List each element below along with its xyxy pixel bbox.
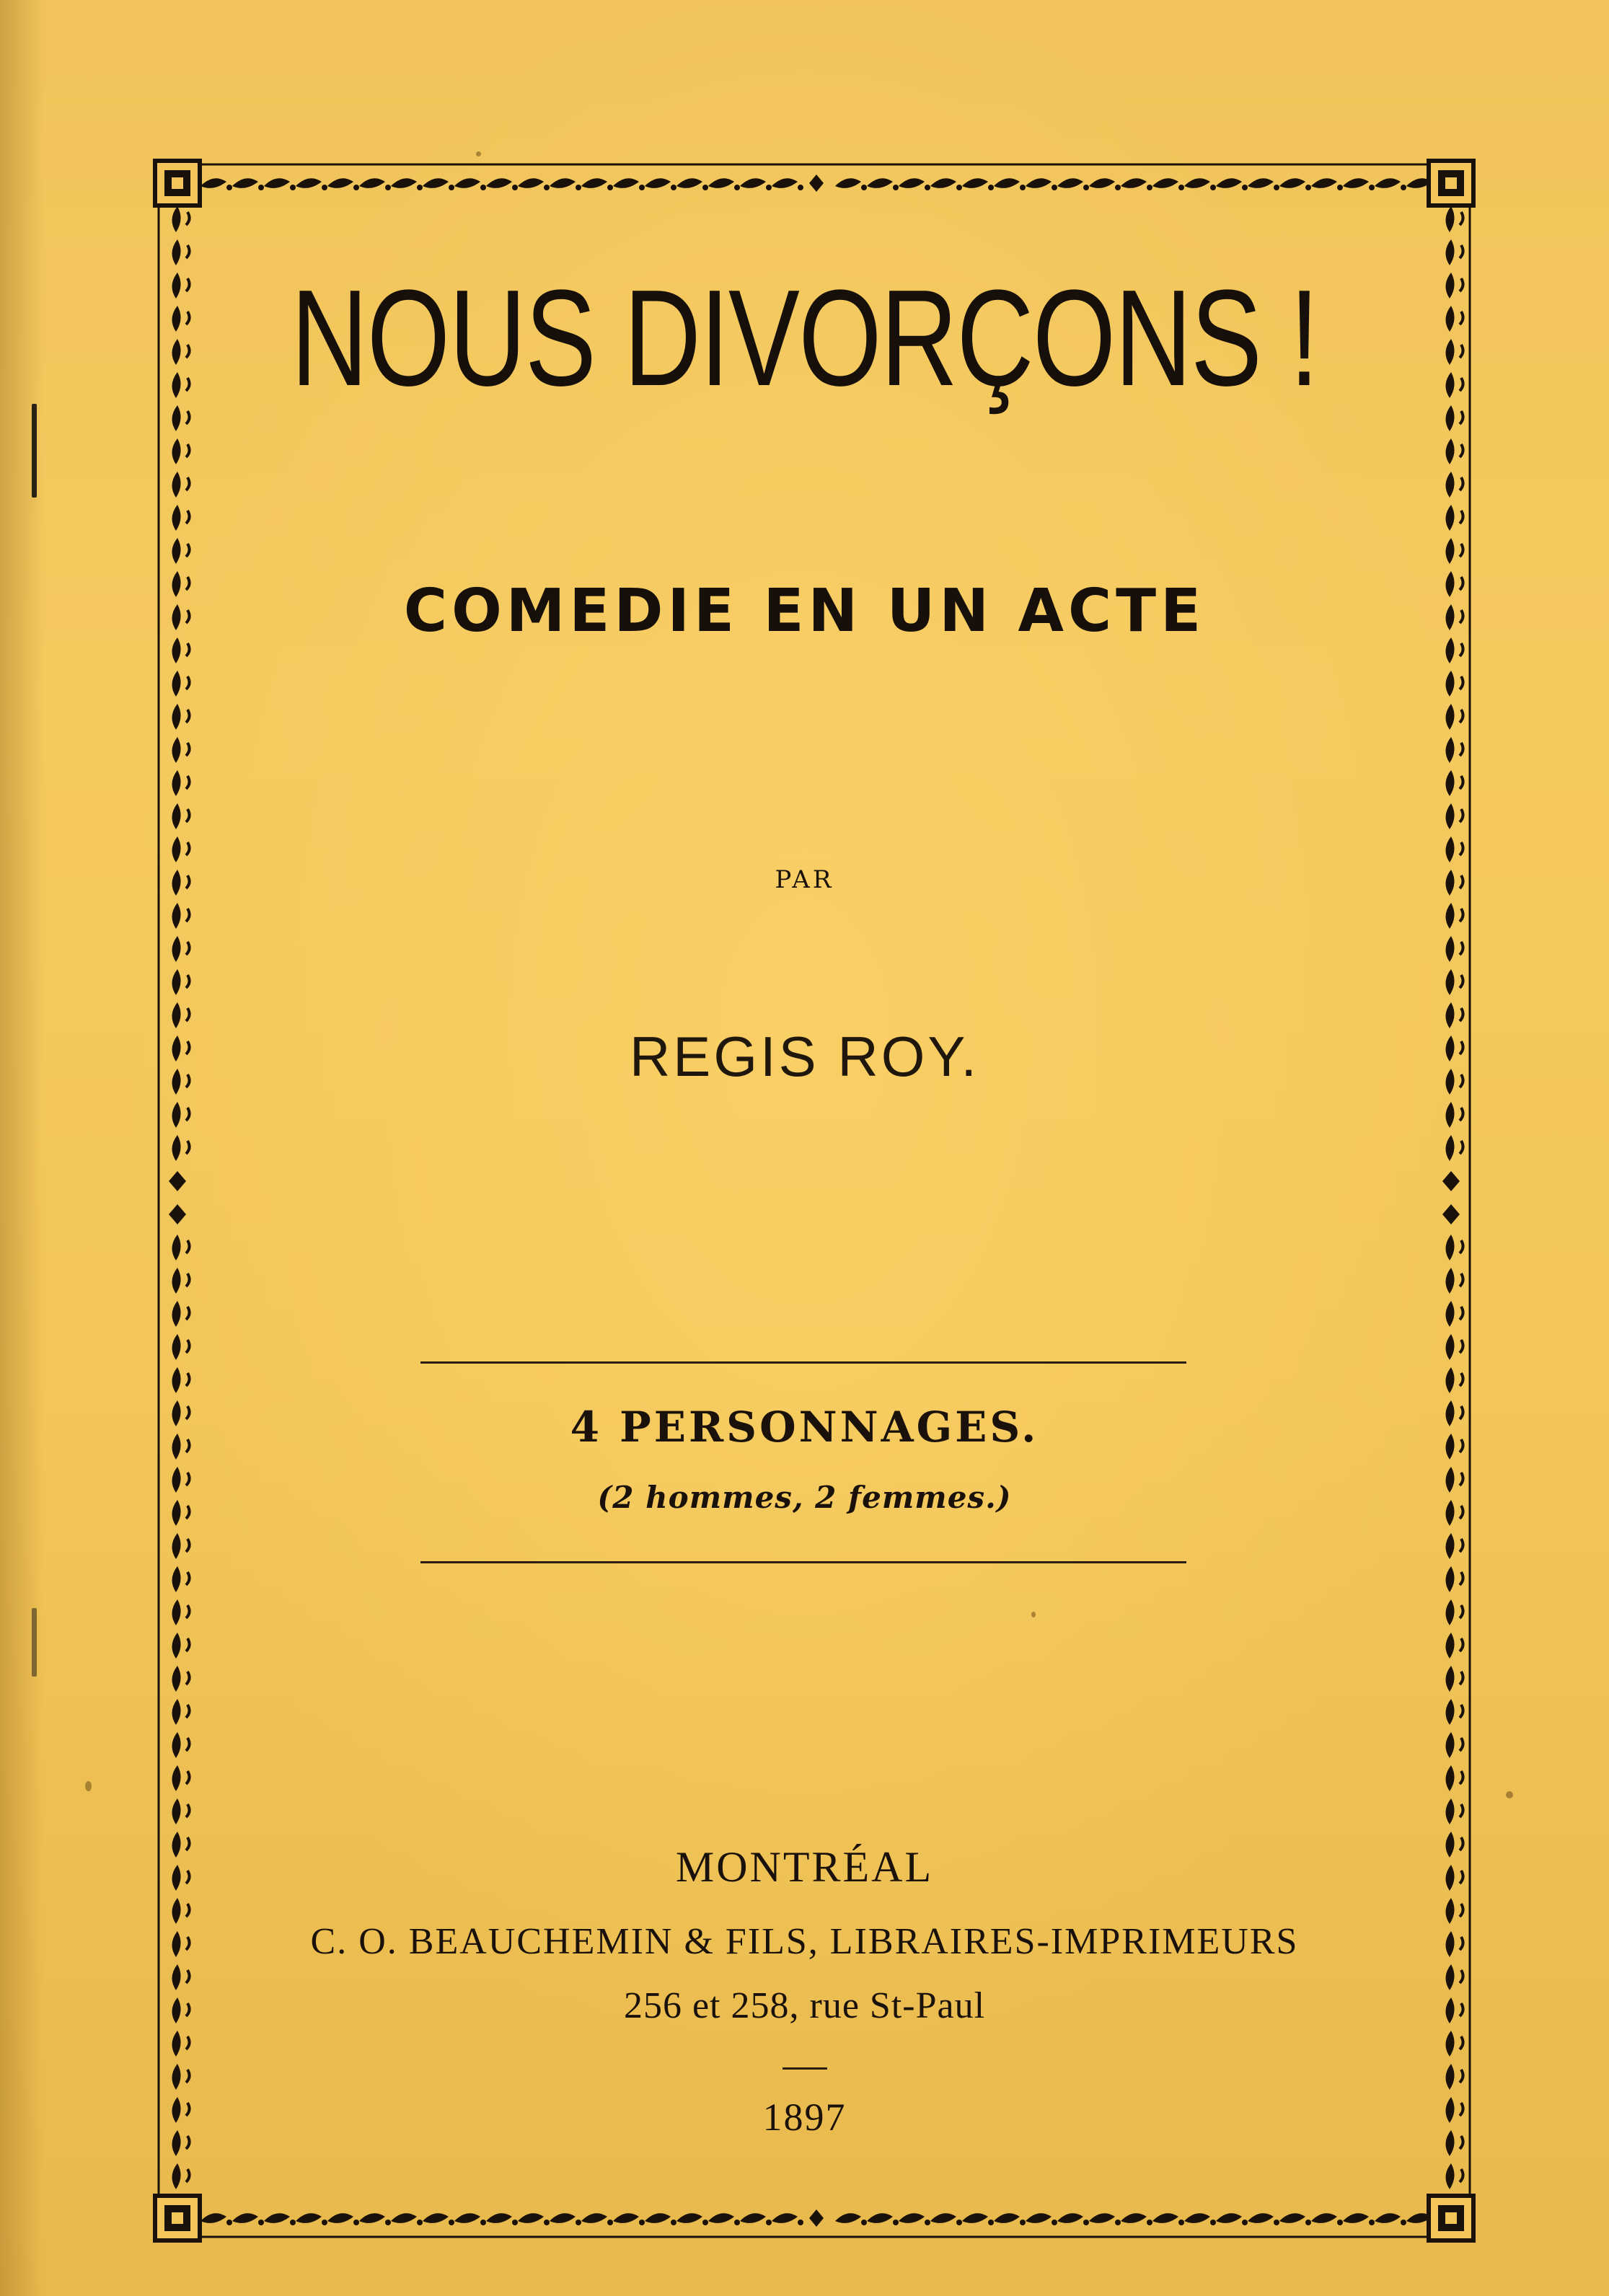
paper-speck — [1506, 1791, 1513, 1798]
author-name: REGIS ROY. — [629, 1025, 980, 1088]
paper-speck — [85, 1781, 92, 1791]
divider-bottom — [420, 1561, 1186, 1563]
characters-detail: (2 hommes, 2 femmes.) — [597, 1480, 1012, 1515]
publisher-name: C. O. BEAUCHEMIN & FILS, LIBRAIRES-IMPRIMEURS — [310, 1921, 1299, 1962]
divider-top — [420, 1361, 1186, 1364]
publisher-address: 256 et 258, rue St-Paul — [623, 1985, 986, 2026]
vine-horizontal — [200, 2209, 1438, 2227]
by-label: PAR — [775, 865, 834, 894]
year-divider — [783, 2067, 827, 2070]
publication-year: 1897 — [762, 2096, 847, 2139]
paper-speck — [476, 151, 481, 156]
corner-ornament — [155, 2196, 200, 2240]
corner-ornament — [1429, 2196, 1473, 2240]
paper-speck — [1031, 1612, 1036, 1617]
vine-horizontal — [200, 175, 1438, 192]
cover-title: NOUS DIVORÇONS ! — [291, 262, 1318, 415]
cover-subtitle: COMEDIE EN UN ACTE — [403, 577, 1206, 645]
corner-ornament — [1429, 161, 1473, 206]
characters-count: 4 PERSONNAGES. — [570, 1403, 1039, 1452]
corner-ornament — [155, 161, 200, 206]
publication-city: MONTRÉAL — [675, 1843, 934, 1891]
